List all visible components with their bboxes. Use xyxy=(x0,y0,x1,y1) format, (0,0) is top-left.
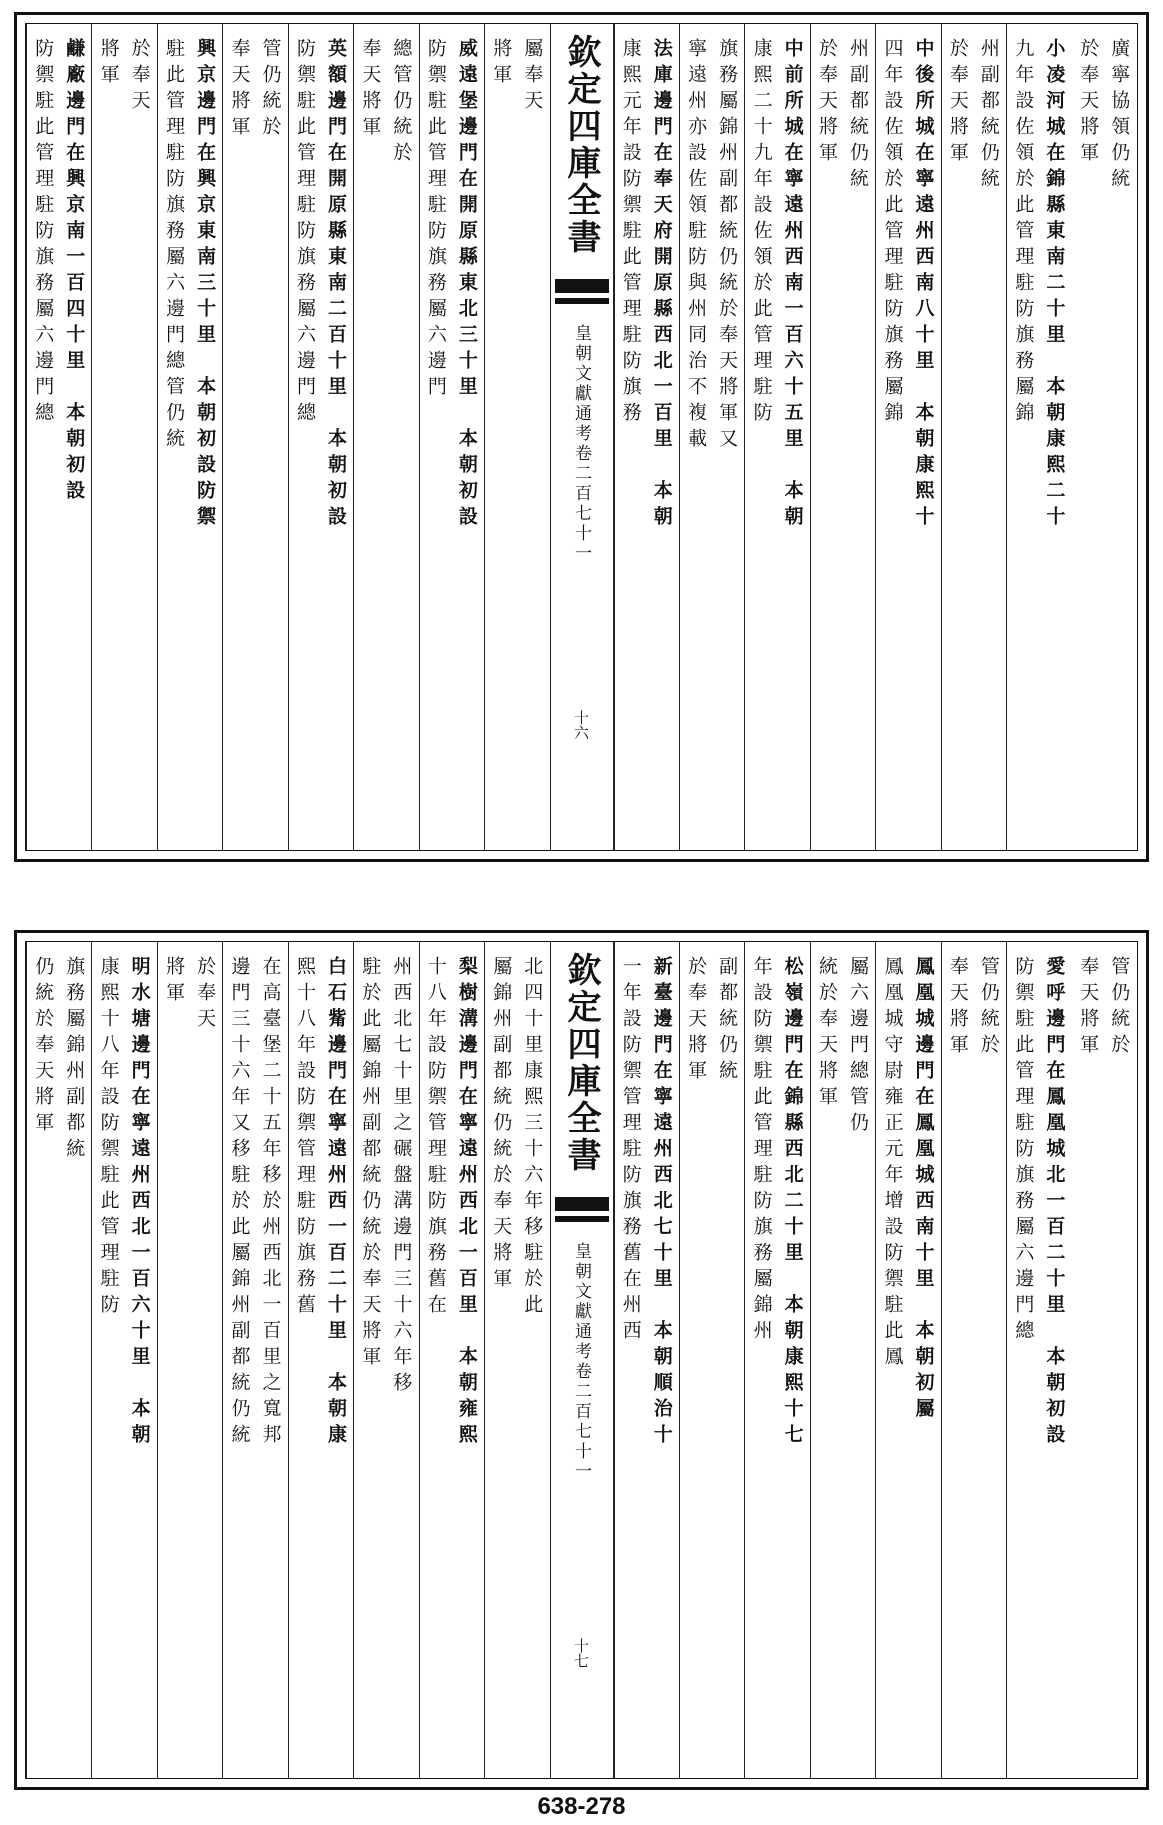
text-line: 康熙十八年設防禦駐此管理駐防 xyxy=(97,956,120,1320)
page-footer-number: 638-278 xyxy=(537,1793,626,1820)
text-line: 州西北七十里之碾盤溝邊門三十六年移 xyxy=(390,956,413,1398)
text-column xyxy=(744,24,809,850)
fishtail-mark xyxy=(555,298,609,304)
text-column xyxy=(941,24,1006,850)
text-line: 廣寧協領仍統 xyxy=(1108,38,1131,194)
text-column xyxy=(353,942,418,1778)
text-column xyxy=(419,24,484,850)
text-line: 防禦駐此管理駐防旗務屬六邊門總 xyxy=(293,38,316,428)
text-line: 在高臺堡二十五年移於州西北一百里之寬邦 xyxy=(259,956,282,1450)
text-line: 將軍 xyxy=(163,956,186,1008)
text-line: 駐於此屬錦州副都統仍統於奉天將軍 xyxy=(359,956,382,1372)
text-line: 於奉天將軍 xyxy=(1077,38,1100,168)
text-line: 梨樹溝邊門在寧遠州西北一百里 本朝雍熙 xyxy=(455,956,478,1450)
text-column xyxy=(91,24,156,850)
text-column xyxy=(744,942,809,1778)
text-line: 仍統於奉天將軍 xyxy=(32,956,55,1138)
text-line: 管仍統於 xyxy=(259,38,282,142)
text-column xyxy=(26,24,91,850)
text-line: 於奉天 xyxy=(194,956,217,1034)
text-line: 新臺邊門在寧遠州西北七十里 本朝順治十 xyxy=(650,956,673,1450)
text-column xyxy=(875,942,940,1778)
leaf-number: 十六 xyxy=(572,710,590,740)
text-column xyxy=(1072,942,1137,1778)
text-line: 愛呼邊門在鳳凰城北一百二十里 本朝初設 xyxy=(1043,956,1066,1450)
text-line: 奉天將軍 xyxy=(359,38,382,142)
upper-page-frame xyxy=(25,23,1138,851)
fishtail-mark xyxy=(555,1197,609,1211)
text-column xyxy=(1072,24,1137,850)
text-column xyxy=(419,942,484,1778)
center-margin-column xyxy=(550,24,614,850)
text-line: 統於奉天將軍 xyxy=(816,956,839,1112)
text-line: 防禦駐此管理駐防旗務屬六邊門總 xyxy=(1012,956,1035,1346)
text-line: 副都統仍統 xyxy=(716,956,739,1086)
text-line: 奉天將軍 xyxy=(946,956,969,1060)
text-column xyxy=(614,24,679,850)
text-column xyxy=(679,24,744,850)
text-line: 管仍統於 xyxy=(977,956,1000,1060)
leaf-number: 十七 xyxy=(572,1638,590,1668)
text-column xyxy=(353,24,418,850)
text-line: 康熙二十九年設佐領於此管理駐防 xyxy=(750,38,773,428)
upper-page xyxy=(14,12,1149,862)
text-line: 小凌河城在錦縣東南二十里 本朝康熙二十 xyxy=(1043,38,1066,532)
text-column xyxy=(26,942,91,1778)
text-column xyxy=(157,24,222,850)
text-column xyxy=(222,24,287,850)
text-column xyxy=(288,942,353,1778)
text-line: 興京邊門在興京東南三十里 本朝初設防禦 xyxy=(194,38,217,532)
text-line: 一年設防禦管理駐防旗務舊在州西 xyxy=(619,956,642,1346)
text-line: 將軍 xyxy=(490,38,513,90)
text-line: 旗務屬錦州副都統 xyxy=(63,956,86,1164)
text-line: 鳳凰城守尉雍正元年增設防禦駐此鳳 xyxy=(881,956,904,1372)
text-line: 旗務屬錦州副都統仍統於奉天將軍又 xyxy=(716,38,739,454)
text-line: 總管仍統於 xyxy=(390,38,413,168)
text-line: 於奉天 xyxy=(128,38,151,116)
text-column xyxy=(288,24,353,850)
text-line: 威遠堡邊門在開原縣東北三十里 本朝初設 xyxy=(455,38,478,532)
text-column xyxy=(484,24,549,850)
text-column xyxy=(679,942,744,1778)
text-line: 寧遠州亦設佐領駐防與州同治不複載 xyxy=(685,38,708,454)
text-line: 法庫邊門在奉天府開原縣西北一百里 本朝 xyxy=(650,38,673,532)
text-line: 年設防禦駐此管理駐防旗務屬錦州 xyxy=(750,956,773,1346)
text-line: 屬奉天 xyxy=(521,38,544,116)
text-column xyxy=(91,942,156,1778)
text-line: 於奉天將軍 xyxy=(816,38,839,168)
fishtail-mark xyxy=(555,279,609,293)
book-title: 欽定四庫全書 xyxy=(561,34,601,256)
text-line: 管仍統於 xyxy=(1108,956,1131,1060)
lower-page xyxy=(14,930,1149,1790)
text-line: 熙十八年設防禦管理駐防旗務舊 xyxy=(293,956,316,1320)
text-line: 白石觜邊門在寧遠州西一百二十里 本朝康 xyxy=(324,956,347,1450)
text-line: 北四十里康熙三十六年移駐於此 xyxy=(521,956,544,1320)
text-column xyxy=(810,24,875,850)
text-line: 防禦駐此管理駐防旗務屬六邊門 xyxy=(424,38,447,402)
text-line: 鳳凰城邊門在鳳凰城西南十里 本朝初屬 xyxy=(912,956,935,1424)
text-line: 將軍 xyxy=(97,38,120,90)
text-line: 十八年設防禦管理駐防旗務舊在 xyxy=(424,956,447,1320)
volume-title: 皇朝文獻通考卷二百七十一 xyxy=(571,1242,591,1482)
text-line: 康熙元年設防禦駐此管理駐防旗務 xyxy=(619,38,642,428)
text-line: 松嶺邊門在錦縣西北二十里 本朝康熙十七 xyxy=(781,956,804,1450)
text-line: 州副都統仍統 xyxy=(847,38,870,194)
text-line: 中前所城在寧遠州西南一百六十五里 本朝 xyxy=(781,38,804,532)
center-margin-column xyxy=(550,942,614,1778)
text-line: 明水塘邊門在寧遠州西北一百六十里 本朝 xyxy=(128,956,151,1450)
text-line: 駐此管理駐防旗務屬六邊門總管仍統 xyxy=(163,38,186,454)
fishtail-mark xyxy=(555,1216,609,1222)
text-column xyxy=(1006,24,1071,850)
text-line: 州副都統仍統 xyxy=(977,38,1000,194)
text-line: 於奉天將軍 xyxy=(946,38,969,168)
text-line: 九年設佐領於此管理駐防旗務屬錦 xyxy=(1012,38,1035,428)
text-column xyxy=(222,942,287,1778)
text-line: 防禦駐此管理駐防旗務屬六邊門總 xyxy=(32,38,55,428)
text-line: 屬六邊門總管仍 xyxy=(847,956,870,1138)
text-line: 英額邊門在開原縣東南二百十里 本朝初設 xyxy=(324,38,347,532)
lower-page-frame xyxy=(25,941,1138,1779)
text-column xyxy=(484,942,549,1778)
text-column xyxy=(614,942,679,1778)
volume-title: 皇朝文獻通考卷二百七十一 xyxy=(571,324,591,564)
text-line: 邊門三十六年又移駐於此屬錦州副都統仍統 xyxy=(228,956,251,1450)
text-line: 鹻廠邊門在興京南一百四十里 本朝初設 xyxy=(63,38,86,506)
text-column xyxy=(941,942,1006,1778)
text-line: 奉天將軍 xyxy=(228,38,251,142)
text-column xyxy=(810,942,875,1778)
text-line: 屬錦州副都統仍統於奉天將軍 xyxy=(490,956,513,1294)
text-column xyxy=(875,24,940,850)
text-line: 中後所城在寧遠州西南八十里 本朝康熙十 xyxy=(912,38,935,532)
text-column xyxy=(157,942,222,1778)
text-line: 奉天將軍 xyxy=(1077,956,1100,1060)
book-title: 欽定四庫全書 xyxy=(561,952,601,1174)
text-column xyxy=(1006,942,1071,1778)
text-line: 四年設佐領於此管理駐防旗務屬錦 xyxy=(881,38,904,428)
text-line: 於奉天將軍 xyxy=(685,956,708,1086)
